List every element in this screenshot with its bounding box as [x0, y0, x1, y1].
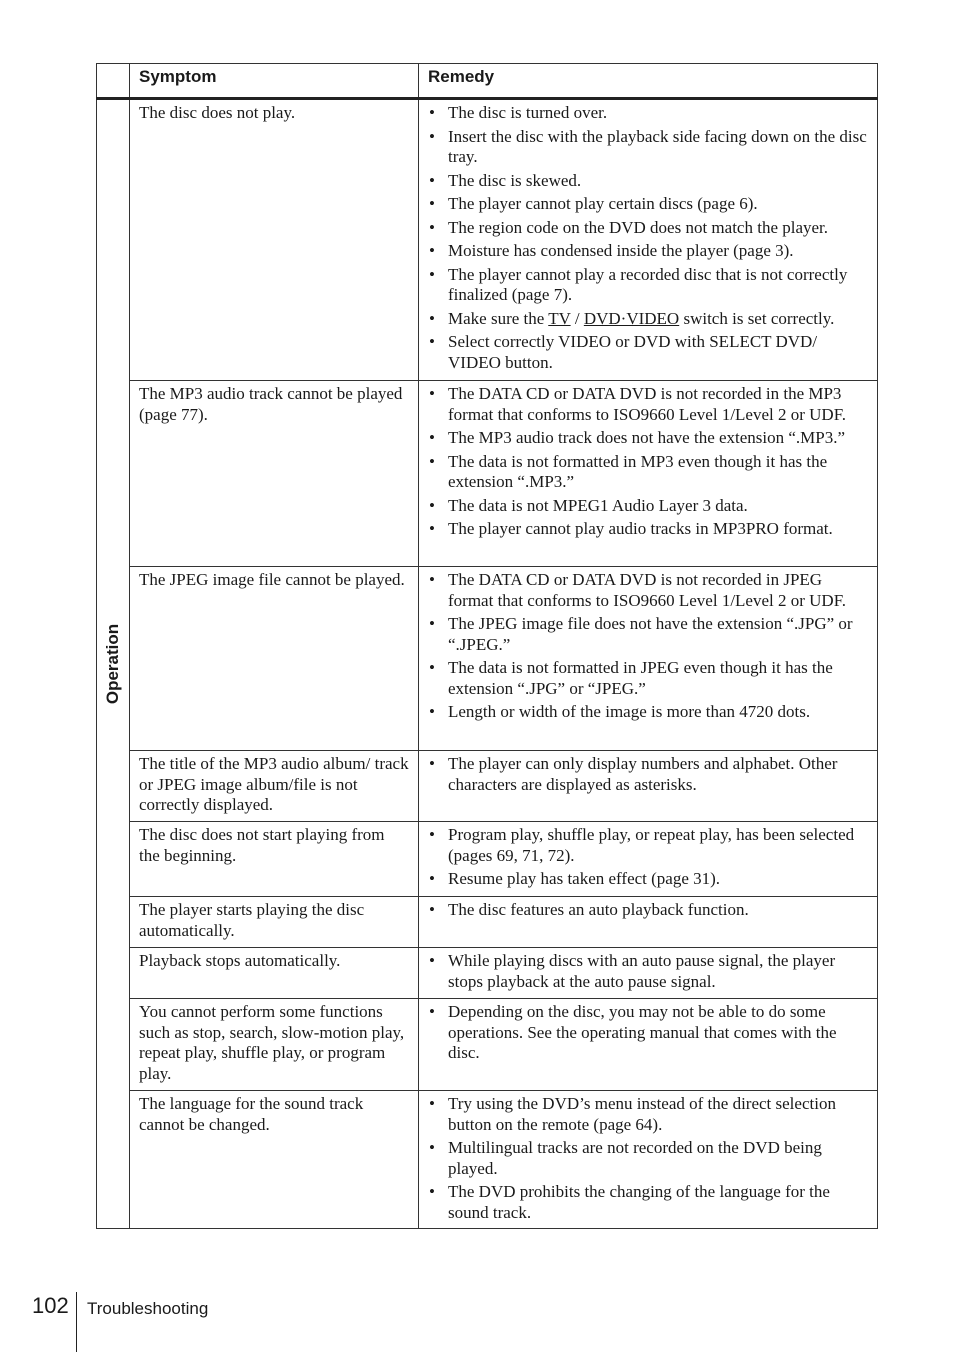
- remedy-item: • The data is not formatted in MP3 even though it has the extension “.MP3.”: [428, 452, 871, 493]
- remedy-cell: [419, 999, 878, 1091]
- remedy-item: • The MP3 audio track does not have the extension “.MP3.”: [428, 428, 871, 449]
- remedy-item: • Resume play has taken effect (page 31).: [428, 869, 871, 890]
- remedy-list: [428, 951, 871, 992]
- remedy-item: • Depending on the disc, you may not be able to do some operations. See the operating manual that comes with the disc.: [428, 1002, 871, 1064]
- remedy-cell: [419, 822, 878, 897]
- section-side-cell: [97, 99, 130, 1229]
- table-row: [97, 381, 878, 567]
- symptom-cell: The player starts playing the disc automatically.: [130, 897, 419, 948]
- switch-suffix: switch is set correctly.: [679, 308, 835, 328]
- remedy-cell: [419, 381, 878, 567]
- symptom-cell: The title of the MP3 audio album/ track or JPEG image album/file is not correctly displayed.: [130, 751, 419, 822]
- table-row: [97, 897, 878, 948]
- table-header-row: [97, 64, 878, 99]
- remedy-item: • The disc is turned over.: [428, 103, 871, 124]
- remedy-item: • Length or width of the image is more than 4720 dots.: [428, 702, 871, 723]
- symptom-cell: The disc does not start playing from the beginning.: [130, 822, 419, 897]
- table-row: [97, 948, 878, 999]
- remedy-cell: [419, 948, 878, 999]
- remedy-list: [428, 1094, 871, 1223]
- table-row: [97, 567, 878, 751]
- switch-dvd-video-label: DVD·VIDEO: [583, 308, 680, 328]
- remedy-cell: [419, 897, 878, 948]
- remedy-item: • The player cannot play audio tracks in MP3PRO format.: [428, 519, 871, 540]
- troubleshooting-table: [96, 63, 878, 1229]
- remedy-list: [428, 384, 871, 540]
- remedy-list: [428, 825, 871, 890]
- header-symptom: Symptom: [130, 64, 419, 99]
- switch-prefix: Make sure the: [448, 308, 549, 328]
- remedy-item: • The DATA CD or DATA DVD is not recorded in the MP3 format that conforms to ISO9660 Level 1/Level 2 or UDF.: [428, 384, 871, 425]
- remedy-item: • Multilingual tracks are not recorded on the DVD being played.: [428, 1138, 871, 1179]
- symptom-cell: The MP3 audio track cannot be played (page 77).: [130, 381, 419, 567]
- remedy-cell: [419, 99, 878, 381]
- symptom-cell: The disc does not play.: [130, 99, 419, 381]
- remedy-item-switch: [428, 309, 871, 330]
- remedy-list: [428, 1002, 871, 1064]
- remedy-item: • The disc is skewed.: [428, 171, 871, 192]
- remedy-list: [428, 900, 871, 921]
- remedy-list: [428, 103, 871, 373]
- footer-section-label: Troubleshooting: [87, 1299, 209, 1318]
- page-number: 102: [32, 1293, 69, 1318]
- remedy-cell: [419, 1091, 878, 1229]
- switch-separator: /: [570, 308, 584, 328]
- header-blank-cell: [97, 64, 130, 99]
- remedy-item: • The region code on the DVD does not match the player.: [428, 218, 871, 239]
- symptom-cell: The language for the sound track cannot be changed.: [130, 1091, 419, 1229]
- symptom-cell: Playback stops automatically.: [130, 948, 419, 999]
- remedy-cell: [419, 751, 878, 822]
- remedy-item: • The data is not formatted in JPEG even though it has the extension “.JPG” or “JPEG.”: [428, 658, 871, 699]
- remedy-list: [428, 754, 871, 795]
- switch-tv-label: TV: [548, 308, 571, 328]
- table-row: [97, 822, 878, 897]
- table-row: [97, 751, 878, 822]
- remedy-item: • The player can only display numbers and alphabet. Other characters are displayed as asterisks.: [428, 754, 871, 795]
- table-row: [97, 99, 878, 381]
- remedy-item: • Try using the DVD’s menu instead of the direct selection button on the remote (page 64).: [428, 1094, 871, 1135]
- remedy-item: • The data is not MPEG1 Audio Layer 3 data.: [428, 496, 871, 517]
- remedy-list: [428, 570, 871, 723]
- remedy-item: • The JPEG image file does not have the extension “.JPG” or “.JPEG.”: [428, 614, 871, 655]
- section-label-operation: Operation: [103, 623, 122, 705]
- header-remedy: Remedy: [419, 64, 878, 99]
- remedy-item: • The DVD prohibits the changing of the language for the sound track.: [428, 1182, 871, 1223]
- remedy-item: • Moisture has condensed inside the player (page 3).: [428, 241, 871, 262]
- remedy-item: • Program play, shuffle play, or repeat play, has been selected (pages 69, 71, 72).: [428, 825, 871, 866]
- remedy-cell: [419, 567, 878, 751]
- remedy-item: • The player cannot play a recorded disc that is not correctly finalized (page 7).: [428, 265, 871, 306]
- table-row: [97, 1091, 878, 1229]
- remedy-item: • The player cannot play certain discs (page 6).: [428, 194, 871, 215]
- footer-divider: [76, 1292, 77, 1352]
- table-row: [97, 999, 878, 1091]
- remedy-item: • Insert the disc with the playback side facing down on the disc tray.: [428, 127, 871, 168]
- remedy-item: • Select correctly VIDEO or DVD with SELECT DVD/ VIDEO button.: [428, 332, 871, 373]
- symptom-cell: You cannot perform some functions such as stop, search, slow-motion play, repeat play, shuffle play, or program play.: [130, 999, 419, 1091]
- remedy-item: • The disc features an auto playback function.: [428, 900, 871, 921]
- symptom-cell: The JPEG image file cannot be played.: [130, 567, 419, 751]
- remedy-item: • While playing discs with an auto pause signal, the player stops playback at the auto pause signal.: [428, 951, 871, 992]
- remedy-item: • The DATA CD or DATA DVD is not recorded in JPEG format that conforms to ISO9660 Level 1/Level 2 or UDF.: [428, 570, 871, 611]
